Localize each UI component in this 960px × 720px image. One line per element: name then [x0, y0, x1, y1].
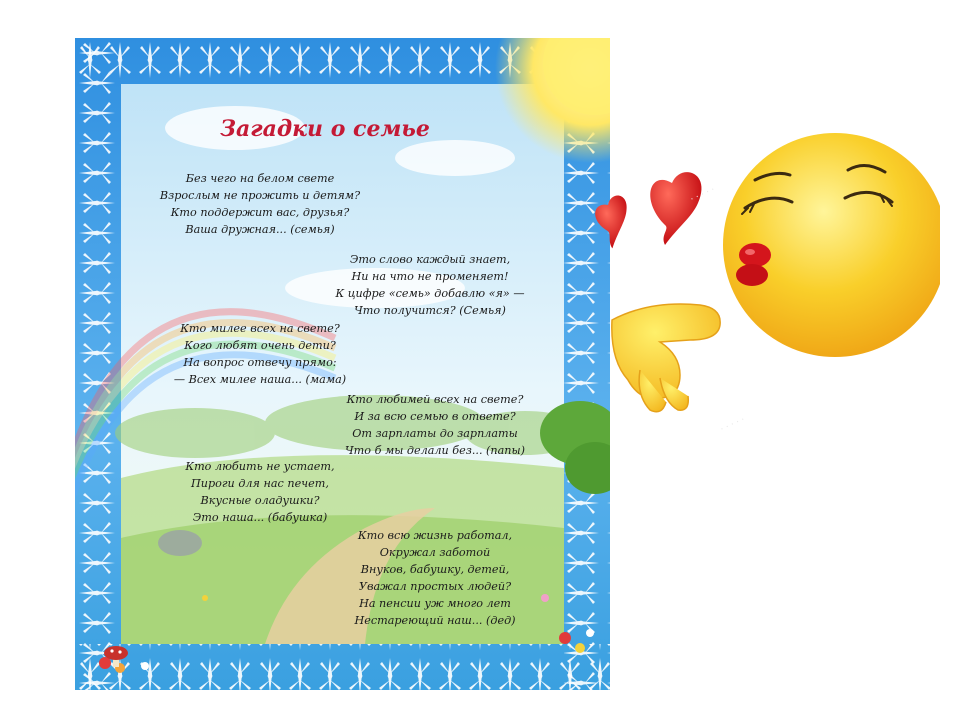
watermark: · · · · ·: [719, 415, 747, 435]
poster-title: Загадки о семье: [220, 116, 430, 142]
riddle-family-word: Это слово каждый знает, Ни на что не променяет! К цифре «семь» добавлю «я» — Что получится? (Семья): [335, 253, 525, 317]
kissing-face-emoji: [580, 120, 940, 420]
heart-icon: [650, 172, 701, 245]
heart-icon: [592, 194, 637, 251]
riddles-poster: [75, 38, 610, 690]
riddle-grandpa: Кто всю жизнь работал, Окружал заботой Внуков, бабушку, детей, Уважал простых людей? На пенсии уж много лет Нестареющий наш... (дед): [354, 529, 516, 627]
riddle-family: Без чего на белом свете Взрослым не прожить и детям? Кто поддержит вас, друзья? Ваша дружная... (семья): [159, 172, 361, 236]
riddle-dad: Кто любимей всех на свете? И за всю семью в ответе? От зарплаты до зарплаты Что б мы делали без... (папы): [345, 393, 525, 457]
blowing-hand: [612, 304, 720, 412]
riddle-mom: Кто милее всех на свете? Кого любят очень дети? На вопрос отвечу прямо: — Всех милее наша... (мама): [173, 322, 347, 386]
riddle-grandma: Кто любить не устает, Пироги для нас печет, Вкусные оладушки? Это наша... (бабушка): [185, 460, 335, 524]
watermark: · · · · ·: [689, 185, 717, 205]
